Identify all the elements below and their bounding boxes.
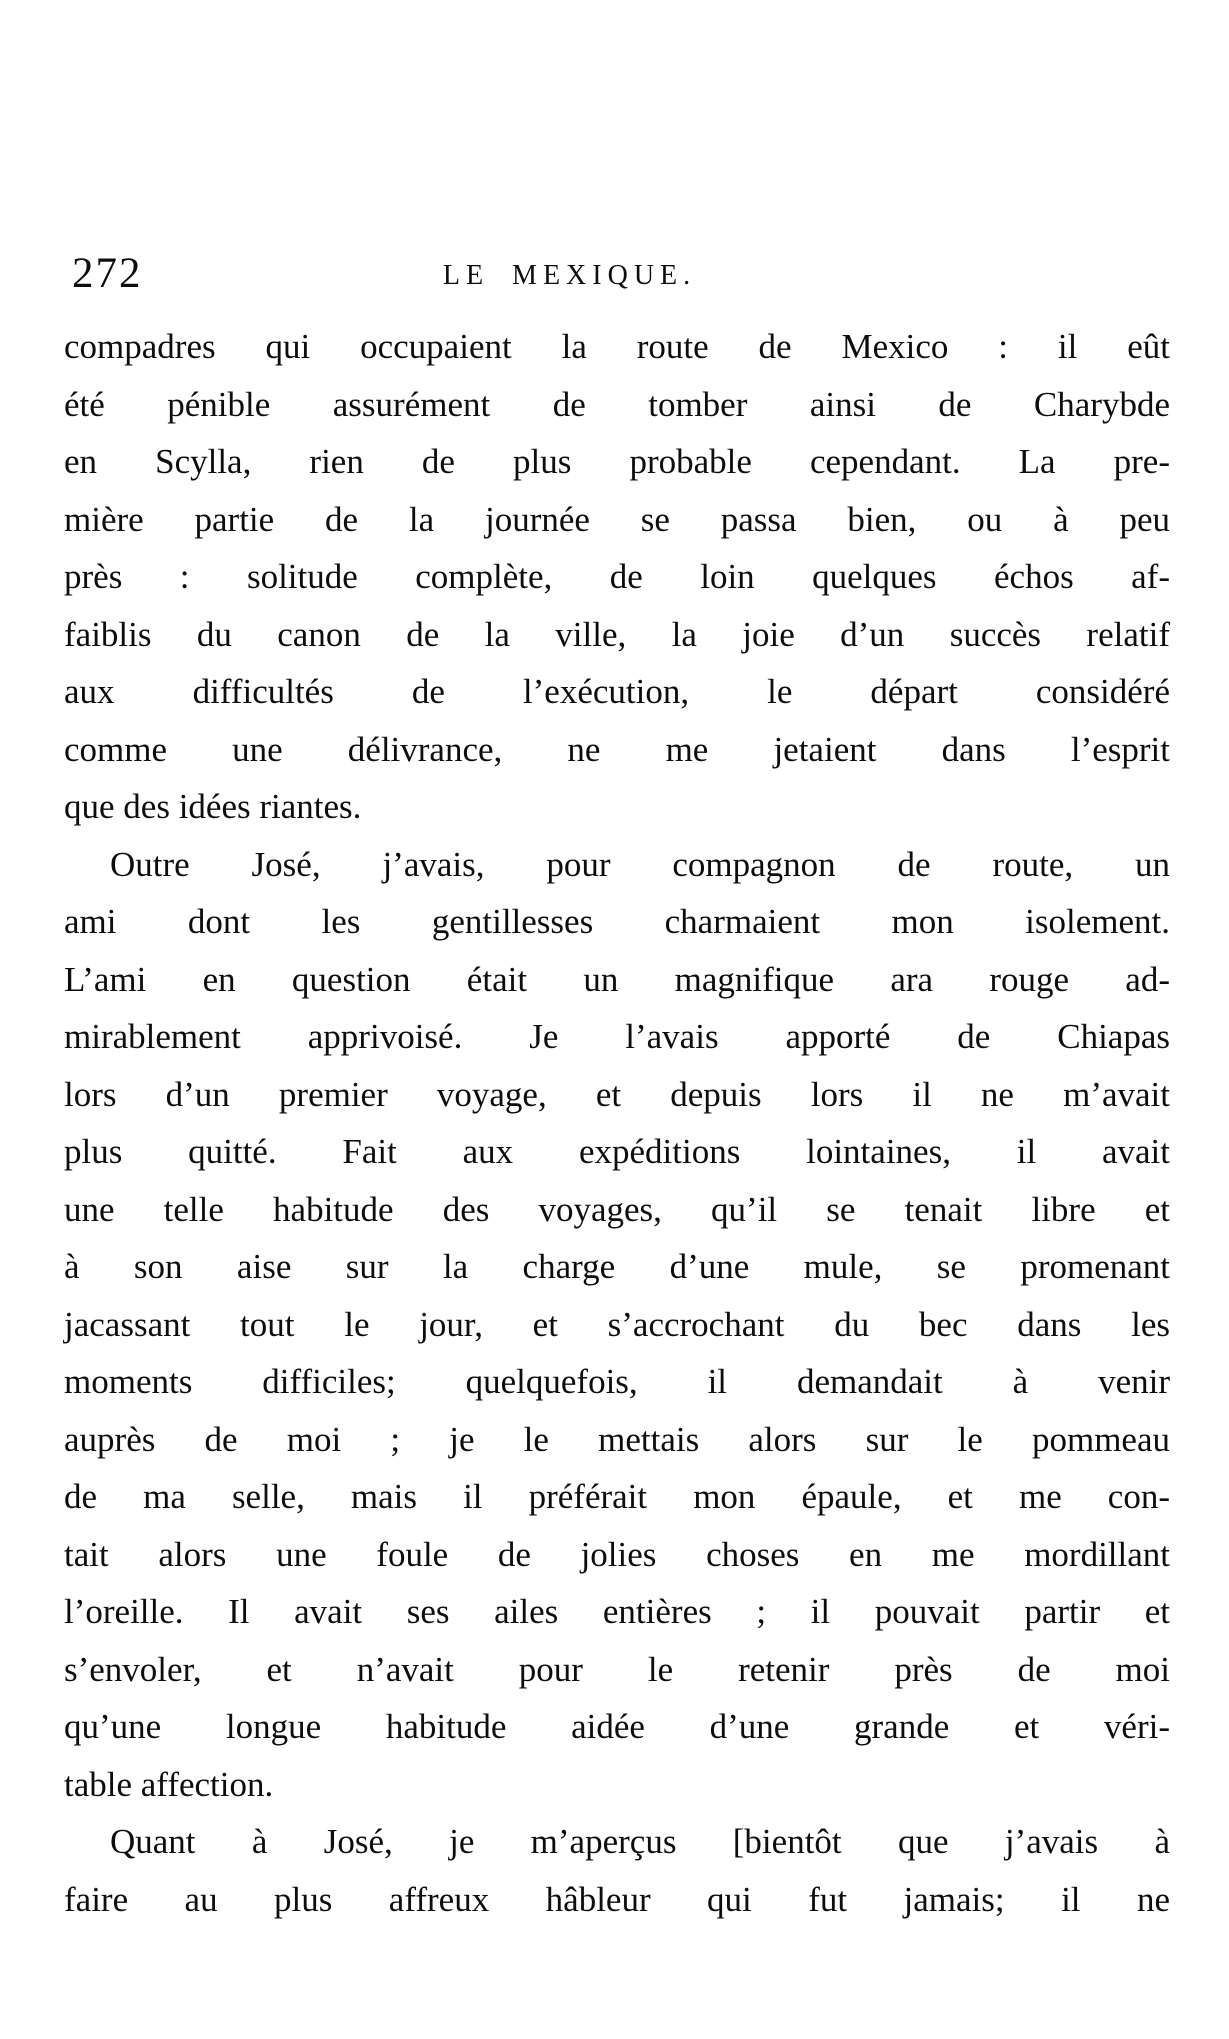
text-line: faiblis du canon de la ville, la joie d’un succès relatif: [64, 614, 1170, 654]
text-line: lors d’un premier voyage, et depuis lors il ne m’avait: [64, 1074, 1170, 1114]
text-line: mière partie de la journée se passa bien, ou à peu: [64, 499, 1170, 539]
text-line: en Scylla, rien de plus probable cependant. La pre-: [64, 442, 1170, 481]
text-line: table affection.: [64, 1764, 274, 1804]
text-line: ami dont les gentillesses charmaient mon isolement.: [64, 902, 1170, 941]
page-number: 272: [72, 250, 143, 297]
page-body: [64, 318, 1170, 1928]
text-line: de ma selle, mais il préférait mon épaule, et me con-: [64, 1477, 1170, 1516]
text-line: L’ami en question était un magnifique ara rouge ad-: [64, 959, 1170, 999]
text-line: mirablement apprivoisé. Je l’avais apporté de Chiapas: [64, 1017, 1170, 1056]
text-line: près : solitude complète, de loin quelques échos af-: [64, 557, 1170, 596]
text-line: aux difficultés de l’exécution, le départ considéré: [64, 672, 1170, 711]
text-line: plus quitté. Fait aux expéditions lointaines, il avait: [64, 1132, 1170, 1171]
text-line: Outre José, j’avais, pour compagnon de route, un: [110, 844, 1170, 884]
text-line: à son aise sur la charge d’une mule, se promenant: [64, 1247, 1170, 1286]
text-line: tait alors une foule de jolies choses en me mordillant: [64, 1534, 1170, 1574]
text-line: compadres qui occupaient la route de Mexico : il eût: [64, 327, 1170, 366]
text-line: qu’une longue habitude aidée d’une grande et véri-: [64, 1707, 1170, 1746]
text-line: faire au plus affreux hâbleur qui fut jamais; il ne: [64, 1879, 1170, 1919]
text-line: auprès de moi ; je le mettais alors sur le pommeau: [64, 1419, 1170, 1459]
text-line: Quant à José, je m’aperçus [bientôt que j’avais à: [110, 1822, 1170, 1861]
text-line: une telle habitude des voyages, qu’il se tenait libre et: [64, 1189, 1170, 1229]
text-line: comme une délivrance, ne me jetaient dans l’esprit: [64, 729, 1170, 769]
running-title: LE MEXIQUE.: [442, 260, 697, 291]
text-line: que des idées riantes.: [64, 787, 362, 826]
text-line: été pénible assurément de tomber ainsi de Charybde: [64, 384, 1170, 424]
text-line: s’envoler, et n’avait pour le retenir près de moi: [64, 1649, 1170, 1689]
text-line: l’oreille. Il avait ses ailes entières ; il pouvait partir et: [64, 1592, 1170, 1631]
text-line: moments difficiles; quelquefois, il demandait à venir: [64, 1362, 1170, 1401]
text-line: jacassant tout le jour, et s’accrochant du bec dans les: [64, 1304, 1170, 1344]
